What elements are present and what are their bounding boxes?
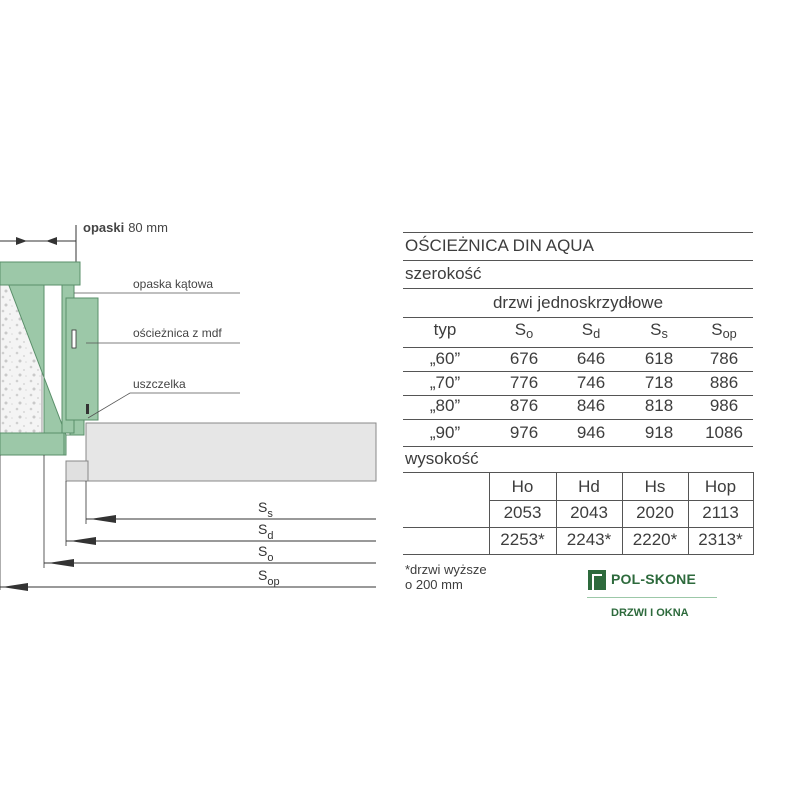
table-cell: 676 (509, 349, 539, 368)
table-cell: 718 (644, 373, 674, 392)
callout-mdf-jamb: ościeżnica z mdf (133, 326, 222, 340)
dim-so-sub: o (267, 552, 274, 564)
table-cell: 2113 (702, 503, 739, 522)
rule-row3 (403, 419, 753, 420)
height-section-label: wysokość (405, 449, 479, 468)
dim-ss-main: S (258, 499, 268, 515)
dim-label-sop (258, 567, 280, 588)
rule-height (403, 472, 753, 473)
trim-label-bold: opaski (83, 220, 125, 235)
logo-divider (587, 597, 717, 598)
dim-ss-sub: s (267, 508, 273, 520)
table-cell: 876 (509, 396, 539, 415)
dim-label-sd (258, 521, 273, 542)
rule-row1 (403, 371, 753, 372)
table-cell: 786 (709, 349, 739, 368)
dim-label-so (258, 543, 273, 564)
table-cell: 2253* (500, 530, 545, 549)
dimension-ss (86, 515, 376, 523)
dim-sd-sub: d (267, 530, 274, 542)
table-cell: 818 (644, 396, 674, 415)
dimension-sd (66, 537, 376, 545)
door-rebate (66, 461, 88, 481)
width-header-ss: $S_s$ (650, 320, 668, 342)
width-header-so: $S_o$ (514, 320, 534, 342)
rule-height-header (489, 500, 753, 501)
pol-skone-logo (587, 569, 727, 629)
height-header-ho: Ho (511, 477, 534, 496)
table-cell: „80” (429, 396, 461, 415)
width-section-label: szerokość (405, 264, 482, 283)
table-cell: 776 (509, 373, 539, 392)
dim-sd-main: S (258, 521, 268, 537)
footnote-line1: *drzwi wyższe (405, 562, 487, 577)
height-header-hd: Hd (578, 477, 600, 496)
table-title: OŚCIEŻNICA DIN AQUA (405, 236, 594, 255)
table-cell: „60” (429, 349, 461, 368)
rule-title (403, 260, 753, 261)
table-cell: 886 (709, 373, 739, 392)
height-grid-line (753, 472, 754, 555)
table-cell: 846 (576, 396, 606, 415)
rule-top (403, 232, 753, 233)
table-cell: 2313* (698, 530, 743, 549)
width-header-typ: typ (433, 320, 457, 339)
dim-so-main: S (258, 543, 268, 559)
height-header-hs: Hs (644, 477, 666, 496)
callout-corner-trim: opaska kątowa (133, 277, 214, 291)
dimension-sop (0, 583, 376, 591)
table-cell: 1086 (705, 423, 743, 442)
logo-brand: POL-SKONE (611, 571, 697, 587)
table-cell: 2020 (636, 503, 674, 522)
table-cell: 986 (709, 396, 739, 415)
callout-gasket: uszczelka (133, 377, 186, 391)
dim-sop-main: S (258, 567, 268, 583)
height-header-hop: Hop (704, 477, 737, 496)
trim-width-dimension (0, 225, 76, 262)
rule-row4 (403, 446, 753, 447)
table-cell: „90” (429, 423, 461, 442)
table-cell: 918 (644, 423, 674, 442)
table-cell: 2220* (632, 530, 678, 549)
footnote-line2: o 200 mm (405, 577, 463, 592)
table-cell: „70” (429, 373, 461, 392)
rule-width (403, 288, 753, 289)
door-type-label: drzwi jednoskrzydłowe (492, 293, 664, 312)
footnote (405, 562, 487, 592)
logo-tagline: DRZWI I OKNA (611, 607, 689, 619)
table-cell: 2043 (570, 503, 608, 522)
rule-doortype (403, 317, 753, 318)
dim-label-ss (258, 499, 273, 520)
table-cell: 618 (644, 349, 674, 368)
width-header-sd: $S_d$ (581, 320, 601, 342)
trim-width-label (83, 220, 168, 235)
table-cell: 2243* (566, 530, 612, 549)
table-cell: 946 (576, 423, 606, 442)
rule-header (403, 347, 753, 348)
trim-label-value: 80 mm (128, 220, 168, 235)
dimension-so (44, 559, 376, 567)
table-cell: 976 (509, 423, 539, 442)
table-cell: 2053 (503, 503, 542, 522)
rule-bottom (403, 554, 753, 555)
dim-sop-sub: op (267, 576, 280, 588)
rule-height-row1 (403, 527, 753, 528)
table-cell: 746 (576, 373, 606, 392)
logo-door-icon (587, 569, 607, 591)
callout-lines (74, 293, 240, 418)
table-cell: 646 (576, 349, 606, 368)
width-header-sop: $S_{op}$ (711, 320, 737, 342)
door-leaf (86, 423, 376, 481)
